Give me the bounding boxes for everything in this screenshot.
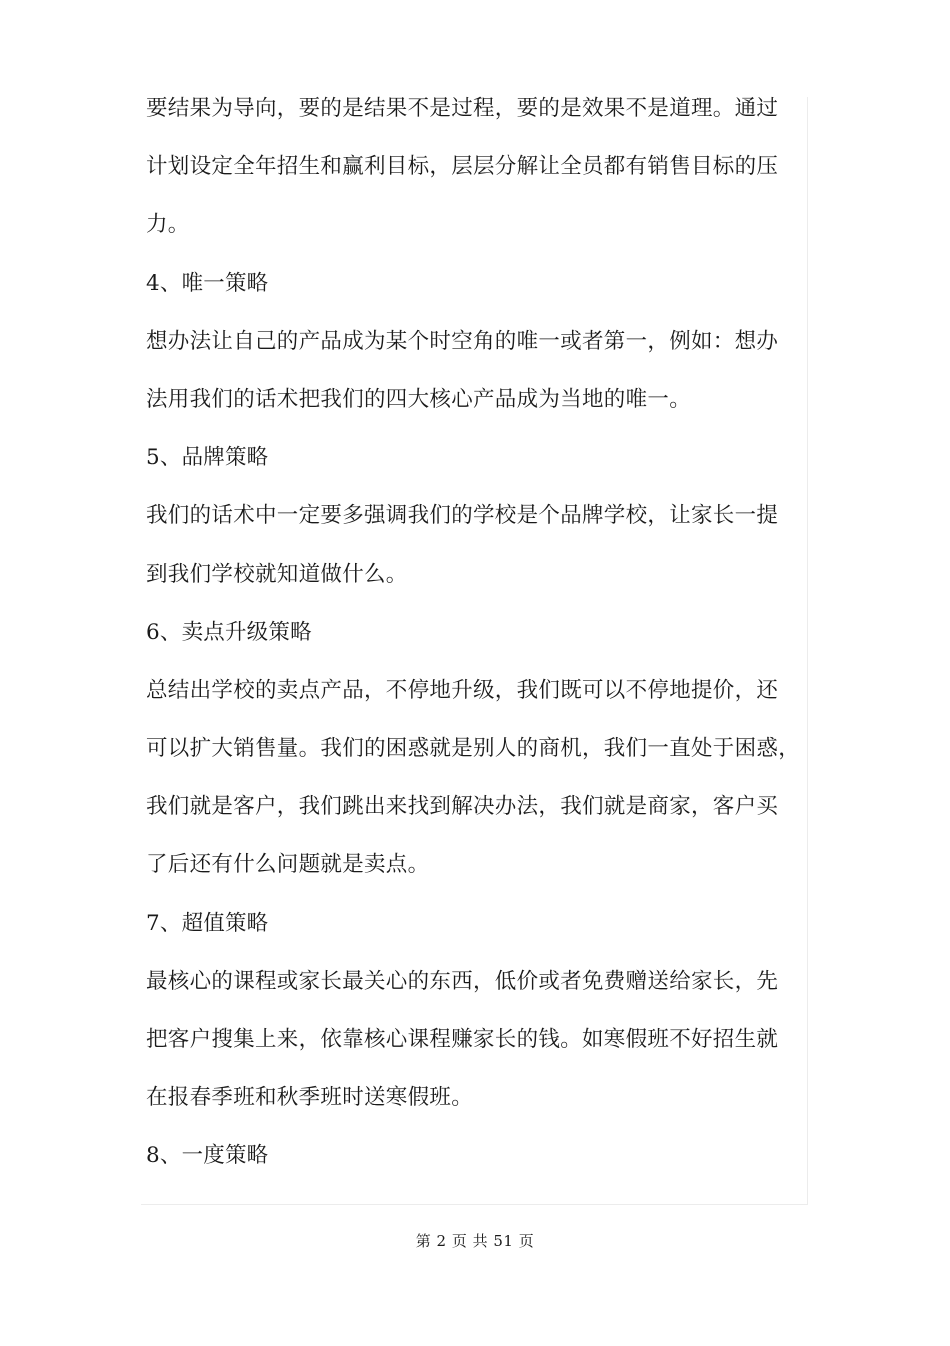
paragraph-line: 我们的话术中一定要多强调我们的学校是个品牌学校，让家长一提 bbox=[146, 503, 779, 529]
paragraph-line: 最核心的课程或家长最关心的东西，低价或者免费赠送给家长，先 bbox=[146, 968, 779, 994]
paragraph-line: 了后还有什么问题就是卖点。 bbox=[146, 852, 430, 878]
section-heading: 7、超值策略 bbox=[146, 910, 269, 936]
paragraph-line: 计划设定全年招生和赢利目标，层层分解让全员都有销售目标的压 bbox=[146, 154, 779, 180]
paragraph-line: 法用我们的话术把我们的四大核心产品成为当地的唯一。 bbox=[146, 386, 692, 412]
section-heading: 6、卖点升级策略 bbox=[146, 619, 312, 645]
paragraph-line: 要结果为导向，要的是结果不是过程，要的是效果不是道理。通过 bbox=[146, 96, 779, 121]
paragraph-line: 想办法让自己的产品成为某个时空角的唯一或者第一，例如：想办 bbox=[146, 328, 779, 354]
paragraph-line: 把客户搜集上来，依靠核心课程赚家长的钱。如寒假班不好招生就 bbox=[146, 1027, 779, 1052]
paragraph-line: 到我们学校就知道做什么。 bbox=[146, 561, 408, 587]
page-footer: 第 2 页 共 51 页 bbox=[415, 1232, 535, 1250]
paragraph-line: 力。 bbox=[146, 212, 190, 238]
paragraph-line: 在报春季班和秋季班时送寒假班。 bbox=[146, 1085, 474, 1111]
paragraph-line: 可以扩大销售量。我们的困惑就是别人的商机，我们一直处于困惑， bbox=[146, 736, 801, 762]
paragraph-line: 总结出学校的卖点产品，不停地升级，我们既可以不停地提价，还 bbox=[146, 677, 779, 703]
document-body bbox=[146, 80, 806, 1186]
paragraph-line: 我们就是客户，我们跳出来找到解决办法，我们就是商家，客户买 bbox=[146, 794, 779, 820]
section-heading: 8、一度策略 bbox=[146, 1143, 269, 1169]
section-heading: 4、唯一策略 bbox=[146, 270, 269, 296]
section-heading: 5、品牌策略 bbox=[146, 445, 269, 471]
